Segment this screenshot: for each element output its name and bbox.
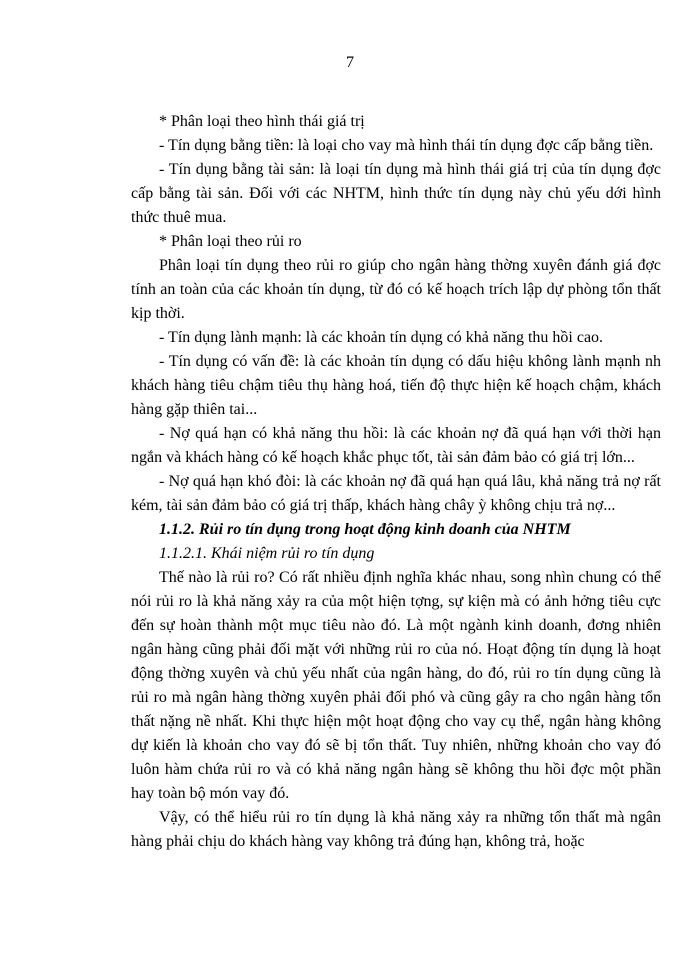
- paragraph-risk-definition: Thế nào là rủi ro? Có rất nhiều định nghĩa khác nhau, song nhìn chung có thể nói rủi ro là khả năng xảy ra của một hiện tợng, sự kiện mà có ảnh hởng tiêu cực đến sự hoàn thành một mục tiêu nào đó. Là một ngành kinh doanh, đơng nhiên ngân hàng cũng phải đối mặt với những rủi ro của nó. Hoạt động tín dụng là hoạt động thờng xuyên và chủ yếu nhất của ngân hàng, do đó, rủi ro tín dụng cũng là rủi ro mà ngân hàng thờng xuyên phải đối phó và cũng gây ra cho ngân hàng tổn thất nặng nề nhất. Khi thực hiện một hoạt động cho vay cụ thể, ngân hàng không dự kiến là khoản cho vay đó sẽ bị tổn thất. Tuy nhiên, những khoản cho vay đó luôn hàm chứa rủi ro và có khả năng ngân hàng sẽ không thu hồi đợc một phần hay toàn bộ món vay đó.: [131, 569, 661, 802]
- page-number: 7: [346, 54, 354, 71]
- document-body: [131, 110, 661, 854]
- paragraph-problem-credit: - Tín dụng có vấn đề: là các khoản tín dụng có dấu hiệu không lành mạnh nh khách hàng tiêu chậm tiêu thụ hàng hoá, tiến độ thực hiện kế hoạch chậm, khách hàng gặp thiên tai...: [131, 353, 661, 418]
- paragraph-healthy-credit: - Tín dụng lành mạnh: là các khoản tín dụng có khả năng thu hồi cao.: [159, 329, 604, 346]
- paragraph-credit-in-cash: - Tín dụng bằng tiền: là loại cho vay mà hình thái tín dụng đợc cấp bằng tiền.: [159, 137, 654, 154]
- paragraph-credit-in-assets: - Tín dụng bằng tài sản: là loại tín dụng mà hình thái giá trị của tín dụng đợc cấp bằng tài sản. Đối với các NHTM, hình thức tín dụng này chủ yếu dới hình thức thuê mua.: [131, 161, 661, 226]
- section-heading-credit-risk: 1.1.2. Rủi ro tín dụng trong hoạt động kinh doanh của NHTM: [159, 521, 571, 538]
- heading-classification-by-value-form: * Phân loại theo hình thái giá trị: [159, 113, 365, 130]
- paragraph-overdue-doubtful: - Nợ quá hạn khó đòi: là các khoản nợ đã quá hạn quá lâu, khả năng trả nợ rất kém, tài sản đảm bảo có giá trị thấp, khách hàng chây ỳ không chịu trả nợ...: [131, 473, 661, 514]
- paragraph-overdue-recoverable: - Nợ quá hạn có khả năng thu hồi: là các khoản nợ đã quá hạn với thời hạn ngắn và khách hàng có kế hoạch khắc phục tốt, tài sản đảm bảo có giá trị lớn...: [131, 425, 661, 466]
- subsection-heading-credit-risk-concept: 1.1.2.1. Khái niệm rủi ro tín dụng: [159, 545, 375, 562]
- heading-classification-by-risk: * Phân loại theo rủi ro: [159, 233, 302, 250]
- paragraph-risk-classification-intro: Phân loại tín dụng theo rủi ro giúp cho ngân hàng thờng xuyên đánh giá đợc tính an toàn của các khoản tín dụng, từ đó có kế hoạch trích lập dự phòng tổn thất kịp thời.: [131, 257, 661, 322]
- paragraph-credit-risk-definition: Vậy, có thể hiểu rủi ro tín dụng là khả năng xảy ra những tổn thất mà ngân hàng phải chịu do khách hàng vay không trả đúng hạn, không trả, hoặc: [131, 809, 661, 850]
